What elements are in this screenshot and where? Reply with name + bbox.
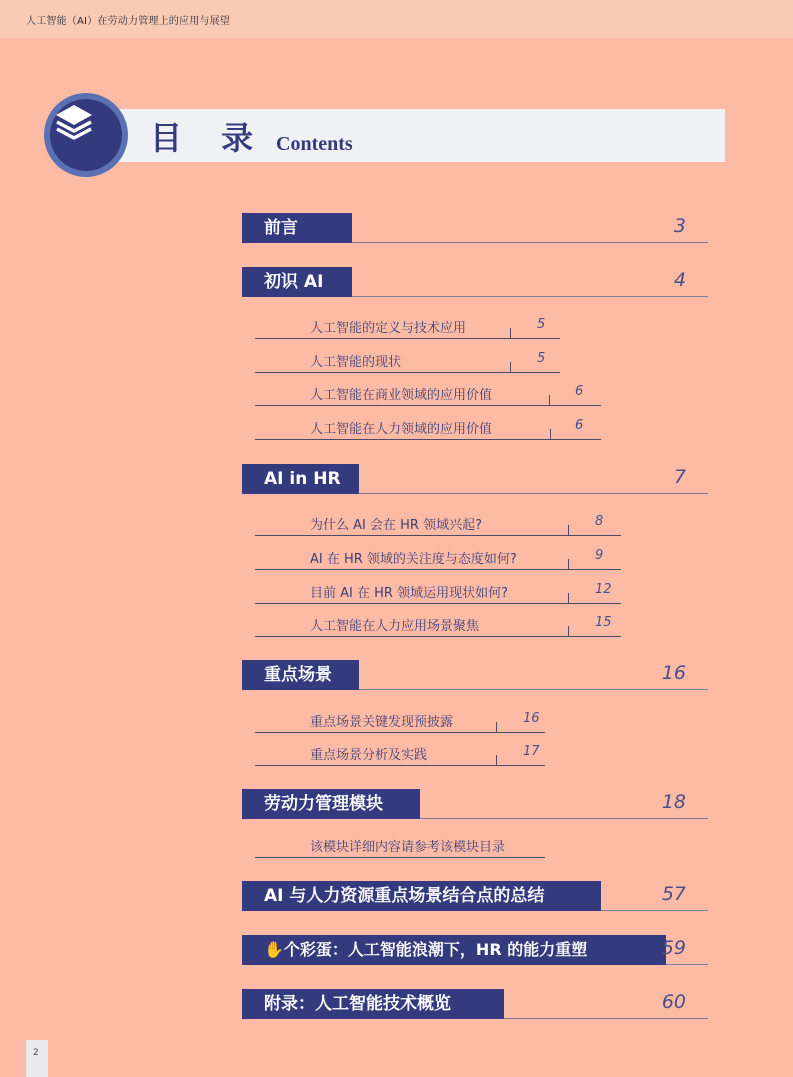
running-header — [0, 0, 793, 38]
toc-section-label: 附录：人工智能技术概览 — [242, 989, 504, 1019]
toc-subsection-label: 重点场景分析及实践 — [310, 748, 428, 763]
toc-subsection-label: 重点场景关键发现预披露 — [310, 715, 454, 730]
toc-subsection[interactable] — [255, 382, 601, 406]
toc-subsection-page: 6 — [575, 418, 584, 433]
toc-section-page: 16 — [661, 662, 686, 684]
toc-subsection[interactable] — [255, 416, 601, 440]
toc-section-label: 重点场景 — [242, 660, 359, 690]
toc-section-label: 初识 AI — [242, 267, 352, 297]
toc-subsection-page: 8 — [595, 514, 604, 529]
toc-section-page: 59 — [661, 937, 686, 959]
toc-subsection-label: AI 在 HR 领域的关注度与态度如何? — [310, 552, 517, 567]
toc-section-label: AI in HR — [242, 464, 359, 494]
toc-subsection-page: 9 — [595, 548, 604, 563]
toc-section-label: AI 与人力资源重点场景结合点的总结 — [242, 881, 601, 911]
title-badge-inner — [50, 99, 122, 171]
toc-subsection-label: 该模块详细内容请参考该模块目录 — [310, 840, 506, 855]
toc-section-workforce-management[interactable] — [242, 789, 708, 819]
toc-section-ai-in-hr[interactable] — [242, 464, 708, 494]
page-number-tab — [26, 1040, 48, 1077]
toc-subsection-page: 6 — [575, 384, 584, 399]
toc-section-label: ✋个彩蛋：人工智能浪潮下，HR 的能力重塑 — [242, 935, 666, 965]
toc-subsection[interactable] — [255, 349, 560, 373]
toc-subsection-page: 5 — [537, 351, 546, 366]
toc-section-easter-egg[interactable] — [242, 935, 708, 965]
toc-subsection-page: 17 — [523, 744, 540, 759]
toc-subsection-label: 人工智能的定义与技术应用 — [310, 321, 467, 336]
toc-subsection-page: 16 — [523, 711, 540, 726]
toc-subsection-page: 5 — [537, 317, 546, 332]
toc-subsection[interactable] — [255, 512, 621, 536]
toc-section-summary[interactable] — [242, 881, 708, 911]
toc-subsection-label: 人工智能在商业领域的应用价值 — [310, 388, 493, 403]
toc-section-label: 前言 — [242, 213, 352, 243]
toc-subsection[interactable] — [255, 546, 621, 570]
toc-subsection[interactable] — [255, 709, 545, 733]
toc-section-page: 3 — [673, 215, 686, 237]
toc-section-page: 60 — [661, 991, 686, 1013]
page-title-english: Contents — [276, 133, 353, 155]
toc-subsection[interactable] — [255, 742, 545, 766]
toc-subsection[interactable] — [255, 613, 621, 637]
toc-subsection-label: 人工智能在人力应用场景聚焦 — [310, 619, 480, 634]
toc-subsection-label: 人工智能的现状 — [310, 355, 402, 370]
running-title: 人工智能（AI）在劳动力管理上的应用与展望 — [26, 16, 230, 27]
toc-subsection[interactable] — [255, 580, 621, 604]
page-title: 目 录 — [150, 119, 268, 157]
layers-icon — [50, 99, 98, 147]
toc-section-appendix[interactable] — [242, 989, 708, 1019]
toc-section-page: 57 — [661, 883, 686, 905]
toc-subsection-page: 12 — [595, 582, 612, 597]
toc-subsection-label: 目前 AI 在 HR 领域运用现状如何? — [310, 586, 508, 601]
toc-section-page: 4 — [673, 269, 686, 291]
toc-subsection-label: 人工智能在人力领域的应用价值 — [310, 422, 493, 437]
toc-section-key-scenarios[interactable] — [242, 660, 708, 690]
toc-subsection-label: 为什么 AI 会在 HR 领域兴起? — [310, 518, 482, 533]
toc-section-preface[interactable] — [242, 213, 708, 243]
toc-section-page: 7 — [673, 466, 686, 488]
toc-section-page: 18 — [661, 791, 686, 813]
toc-section-label: 劳动力管理模块 — [242, 789, 420, 819]
toc-subsection-page: 15 — [595, 615, 612, 630]
toc-subsection-note[interactable] — [255, 834, 545, 858]
toc-section-intro-ai[interactable] — [242, 267, 708, 297]
toc-subsection[interactable] — [255, 315, 560, 339]
page-number: 2 — [33, 1048, 39, 1058]
